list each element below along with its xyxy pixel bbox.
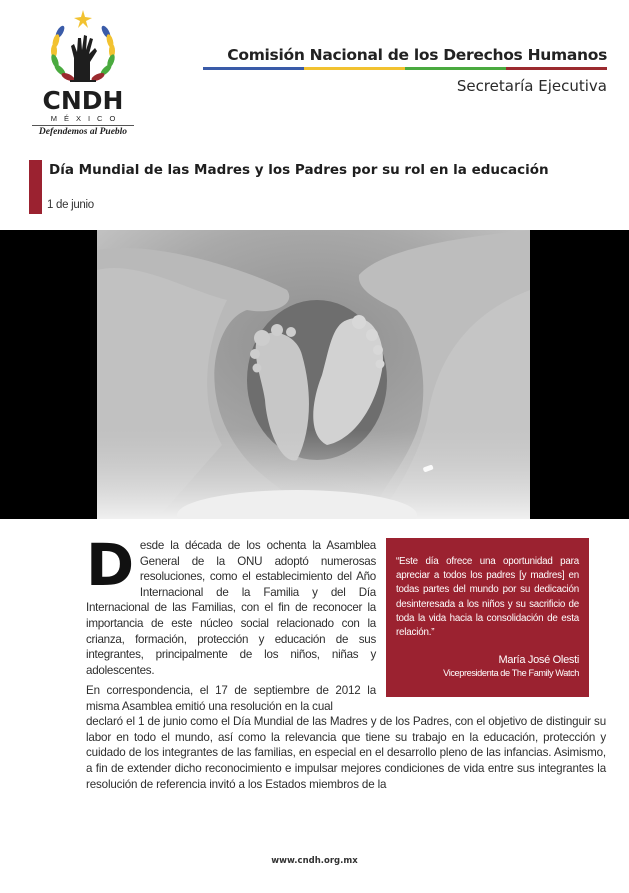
baby-feet-heart-hands-image bbox=[97, 230, 530, 519]
article-photo bbox=[97, 230, 530, 519]
paragraph-2 bbox=[86, 683, 606, 792]
cndh-logo bbox=[28, 8, 138, 138]
title-accent-bar bbox=[29, 160, 42, 214]
color-bar-green bbox=[405, 67, 506, 70]
paragraph-1 bbox=[86, 531, 376, 678]
organization-header bbox=[203, 44, 607, 96]
quote-author: María José Olesti bbox=[498, 654, 579, 667]
quote-author-role: Vicepresidenta de The Family Watch bbox=[443, 668, 579, 679]
color-bar-blue bbox=[203, 67, 304, 70]
logo-tagline: Defendemos al Pueblo bbox=[38, 127, 128, 137]
paragraph-1-text: esde la década de los ochenta la Asamblea General de la ONU adoptó numerosas resoluciones, como el establecimiento del Año Internacional de la Familia y del Día Internacional de las Familias, con el fin de reconocer la importancia de este núcleo social relacionado con la crianza, formación, protección y educación de sus integrantes, principalmente de los niños, niñas y adolescentes. bbox=[86, 539, 376, 677]
paragraph-2-start: En correspondencia, el 17 de septiembre de 2012 la misma Asamblea emitió una resolución en la cual bbox=[86, 684, 376, 713]
color-bar bbox=[203, 67, 607, 70]
logo-divider bbox=[32, 125, 134, 126]
article-body-column bbox=[86, 531, 376, 691]
photo-band bbox=[0, 230, 629, 519]
article-title: Día Mundial de las Madres y los Padres por su rol en la educación bbox=[49, 162, 549, 178]
pull-quote bbox=[386, 538, 589, 697]
organization-name: Comisión Nacional de los Derechos Humanos bbox=[227, 46, 607, 64]
article-date: 1 de junio bbox=[47, 199, 94, 211]
footer-url[interactable]: www.cndh.org.mx bbox=[271, 856, 358, 866]
logo-country: MÉXICO bbox=[50, 114, 123, 123]
raised-hand-laurel-star-icon bbox=[38, 8, 128, 88]
department-name: Secretaría Ejecutiva bbox=[456, 77, 607, 95]
quote-text: “Este día ofrece una oportunidad para apreciar a todos los padres [y madres] en todas partes del mundo por su dedicación desinteresada a los niños y su sacrificio de toda la vida hacia la consolidación de esta relación.” bbox=[396, 556, 579, 639]
logo-acronym: CNDH bbox=[42, 86, 124, 115]
paragraph-2-text: declaró el 1 de junio como el Día Mundial de las Madres y de los Padres, con el objetivo de distinguir su labor en todo el mundo, así como la relevancia que tiene su trabajo en la educación, protección y cuidado de los integrantes de las familias, en especial en el desarrollo pleno de las infancias. Asimismo, a fin de extender dicho reconocimiento e impulsar mejores condiciones de vida entre sus integrantes la resolución de referencia invitó a los Estados miembros de la bbox=[86, 715, 606, 791]
color-bar-yellow bbox=[304, 67, 405, 70]
color-bar-red bbox=[506, 67, 607, 70]
drop-cap: D bbox=[86, 531, 134, 599]
